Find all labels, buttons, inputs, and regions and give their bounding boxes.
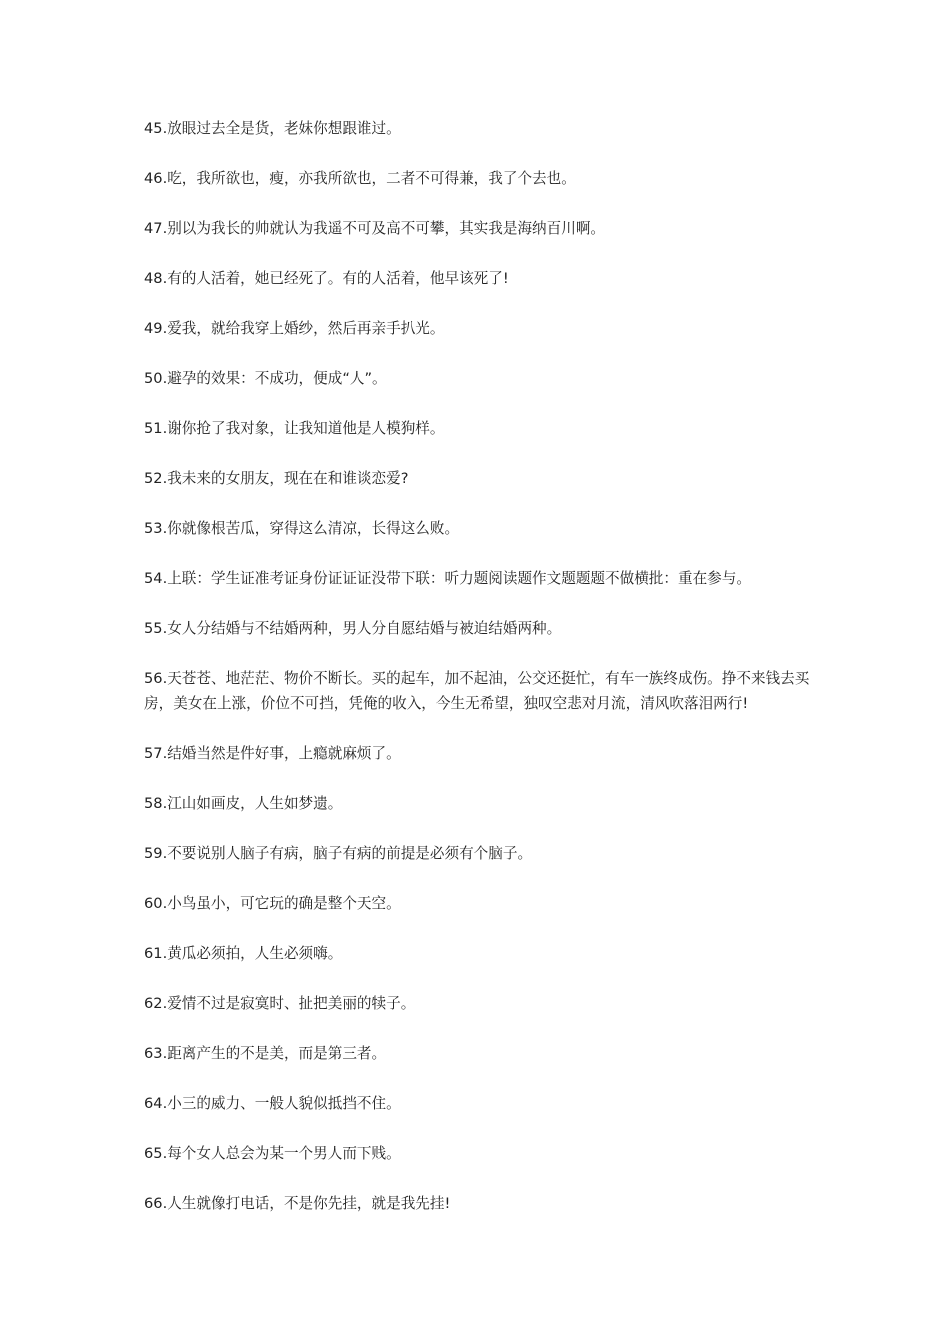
- list-item-50: 50.避孕的效果：不成功，便成“人”。: [144, 370, 387, 387]
- list-item-46: 46.吃，我所欲也，瘦，亦我所欲也，二者不可得兼，我了个去也。: [144, 170, 576, 187]
- list-item-60: 60.小鸟虽小，可它玩的确是整个天空。: [144, 895, 401, 912]
- list-item-66: 66.人生就像打电话，不是你先挂，就是我先挂!: [144, 1195, 451, 1212]
- list-item-53: 53.你就像根苦瓜，穿得这么清凉，长得这么败。: [144, 520, 460, 537]
- list-item-52: 52.我未来的女朋友，现在在和谁谈恋爱?: [144, 470, 409, 487]
- jokes-list: [144, 116, 814, 1216]
- list-item-55: 55.女人分结婚与不结婚两种，男人分自愿结婚与被迫结婚两种。: [144, 620, 562, 637]
- list-item-57: 57.结婚当然是件好事，上瘾就麻烦了。: [144, 745, 401, 762]
- list-item-59: 59.不要说别人脑子有病，脑子有病的前提是必须有个脑子。: [144, 845, 533, 862]
- list-item-49: 49.爱我，就给我穿上婚纱，然后再亲手扒光。: [144, 320, 445, 337]
- list-item-63: 63.距离产生的不是美，而是第三者。: [144, 1045, 387, 1062]
- list-item-61: 61.黄瓜必须拍，人生必须嗨。: [144, 945, 343, 962]
- list-item-64: 64.小三的威力、一般人貌似抵挡不住。: [144, 1095, 401, 1112]
- list-item-48: 48.有的人活着，她已经死了。有的人活着，他早该死了!: [144, 270, 509, 287]
- list-item-47: 47.别以为我长的帅就认为我遥不可及高不可攀，其实我是海纳百川啊。: [144, 220, 606, 237]
- list-item-65: 65.每个女人总会为某一个男人而下贱。: [144, 1145, 401, 1162]
- list-item-58: 58.江山如画皮，人生如梦遗。: [144, 795, 343, 812]
- list-item-62: 62.爱情不过是寂寞时、扯把美丽的犊子。: [144, 995, 416, 1012]
- list-item-45: 45.放眼过去全是货，老妹你想跟谁过。: [144, 120, 401, 137]
- list-item-56: 56.天苍苍、地茫茫、物价不断长。买的起车，加不起油，公交还挺忙，有车一族终成伤。挣不来钱去买房，美女在上涨，价位不可挡，凭俺的收入，今生无希望，独叹空悲对月流，清风吹落泪两行!: [144, 670, 810, 712]
- list-item-51: 51.谢你抢了我对象，让我知道他是人模狗样。: [144, 420, 445, 437]
- list-item-54: 54.上联：学生证准考证身份证证证没带下联：听力题阅读题作文题题题不做横批：重在参与。: [144, 570, 751, 587]
